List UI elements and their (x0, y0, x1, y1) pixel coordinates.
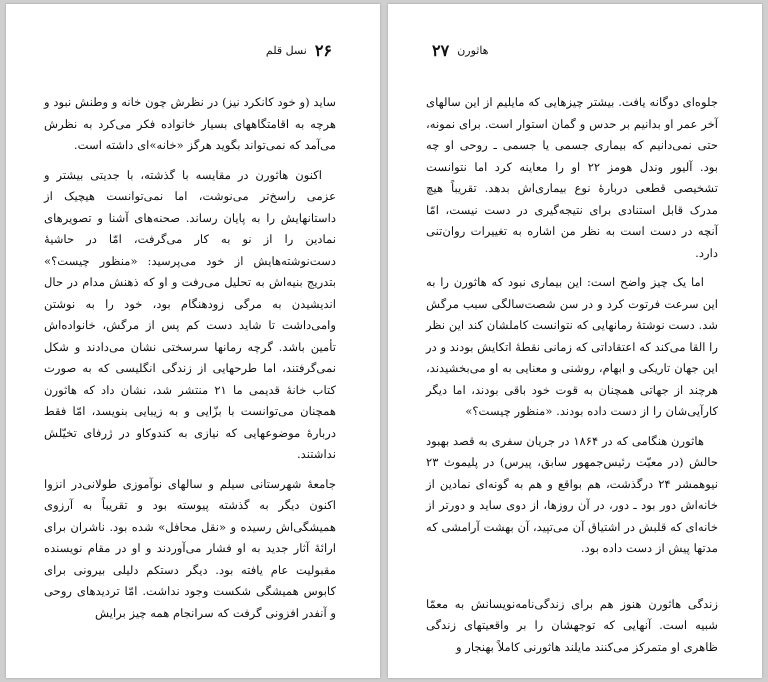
right-page (388, 4, 762, 678)
left-paragraph-2: اکنون هاثورن در مقایسه با گذشته، با جدیتی بیشتر و عزمی راسخ‌تر می‌نوشت، اما نمی‌توانست هیچیک از داستانهایش را به پایان رساند. صحنه‌های آشنا و تصویرهای نمادین را از نو به کار می‌گرفت، امّا در حاشیهٔ دست‌نوشته‌هایش از خود می‌پرسید: «منظور چیست؟» بتدریج بنیه‌اش به تحلیل می‌رفت و او که ذهنش مدام در حال اندیشیدن به مرگی زودهنگام بود، خود را به نوشتن وامی‌داشت تا شاید دست کم پس از مرگش، خانواده‌اش تأمین باشد. گرچه رمانها سرسختی نشان می‌دادند و شکل نمی‌گرفتند، اما طرحهایی از زندگی انگلیسی که به صورت کتاب خانهٔ قدیمی ما ۲۱ منتشر شد، نشان داد که هاثورن همچنان می‌توانست با بزّایی و به زیبایی بنویسد، امّا فقط دربارهٔ موضوعهایی که نیازی به کندوکاو در ژرفای تخیّلش نداشتند. (44, 167, 337, 461)
right-running-title: هاثورن (457, 43, 489, 57)
right-paragraph-3: هاثورن هنگامی که در ۱۸۶۴ در جریان سفری به قصد بهبود حالش (در معیّت رئیس‌جمهور سابق، پیرس) در پلیموث ۲۳ نیوهمشر ۲۴ درگذشت، هم بواقع و هم به گونه‌ای نمادین از خانه‌اش دور بود ـ دور، در آن روزها، از دوی ساید و دورتر از خانه‌ای که قلبش در اشتیاق آن می‌تپید، آن بهشت آرامشی که مدتها پیش از دست داده بود. (426, 433, 718, 555)
left-running-title: نسل قلم (265, 43, 307, 57)
right-page-number: ۲۷ (432, 40, 450, 60)
left-page-header (50, 40, 332, 60)
right-paragraph-4: زندگی هاثورن هنوز هم برای زندگی‌نامه‌نویسانش به معمّا شبیه است. آنهایی که توجهشان را بر واقعیتهای زندگی ظاهری او متمرکز می‌کنند مایلند هاثورنی کاملاً بهنجار و (426, 596, 718, 654)
left-page-number: ۲۶ (314, 40, 332, 60)
right-paragraph-1: جلوه‌ای دوگانه یافت. بیشتر چیزهایی که مایلیم از این سالهای آخر عمر او بدانیم بر حدس و گمان استوار است. برای نمونه، حتی نمی‌دانیم که بیماری جسمی یا جسمی ـ روحی او چه بود. آلیور وندل هومز ۲۲ او را معاینه کرد اما نتوانست تشخیصی قطعی دربارهٔ نوع بیماری‌اش بدهد. تقریباً هیچ مدرک قابل استنادی برای نتیجه‌گیری در دست نیست، امّا آنچه در دست است به نظر من اشاره به تغییرات روان‌تنی دارد. (426, 95, 718, 260)
left-page (6, 4, 380, 678)
left-paragraph-3: جامعهٔ شهرستانی سیلم و سالهای نوآموزی طولانی‌در انزوا اکنون دیگر به گذشته پیوسته بود و تقریباً به آرزوی همیشگی‌اش رسیده و «نقل محافل» شده بود. ناشران برای ارائهٔ آثار جدید به او فشار می‌آوردند و او در مقام نویسنده مقبولیت عام یافته بود. دیگر دستکم دلیلی بیرونی برای کابوس همیشگی شکست وجود نداشت. امّا تردیدهای روحی و آنفدر افزونی گرفت که سرانجام همه چیز برایش (44, 476, 336, 620)
left-page-body (44, 92, 336, 624)
right-paragraph-2: اما یک چیز واضح است: این بیماری نبود که هاثورن را به این سرعت فرتوت کرد و در سن شصت‌سالگی سبب مرگش شد. دست نوشتهٔ رمانهایی که نتوانست کاملشان کند این نظر را القا می‌کند که اعتقاداتی که زمانی نقطهٔ اتکایش بودند و در این جهان تاریکی و ابهام، روشنی و معنایی به او می‌بخشیدند، هرچند از جهاتی همچنان به قوت خود باقی بودند، اما دیگر کارآیی‌شان را از دست داده بودند. «منظور چیست؟» (426, 275, 718, 418)
right-page-header (432, 40, 714, 60)
right-page-body (426, 92, 718, 658)
left-paragraph-1: ساید (و خود کانکرد نیز) در نظرش چون خانه و وطنش نبود و هرچه به اقامتگاههای بسیار خانواده فکر می‌کرد به نظرش می‌آمد که نمی‌تواند بگوید هرگز «خانه»ای داشته است. (44, 95, 336, 152)
